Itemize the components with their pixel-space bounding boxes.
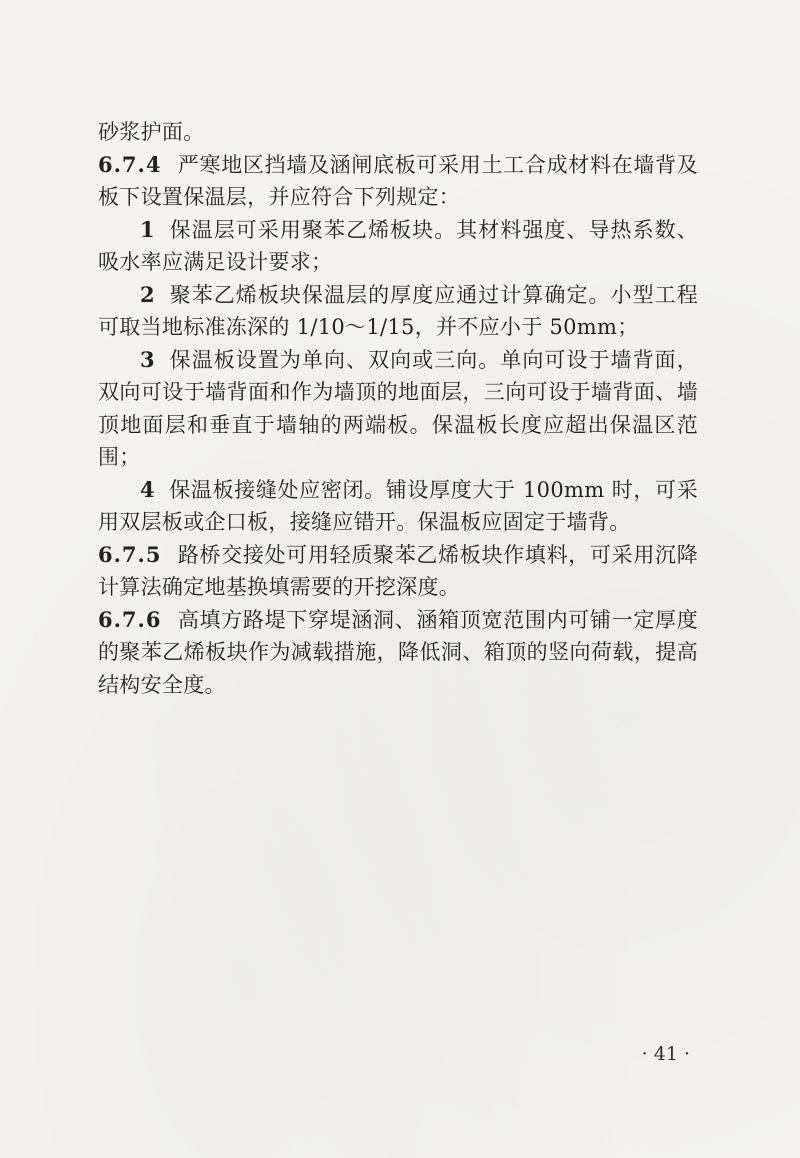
item-number: 4 [140,476,155,502]
item-number: 2 [140,281,155,307]
paragraph-text: 砂浆护面。 [98,120,205,144]
item-text: 保温板设置为单向、双向或三向。单向可设于墙背面，双向可设于墙背面和作为墙顶的地面层，三向可设于墙背面、墙顶地面层和垂直于墙轴的两端板。保温板长度应超出保温区范围； [98,347,698,469]
item-text: 聚苯乙烯板块保温层的厚度应通过计算确定。小型工程可取当地标准冻深的 1/10～1/15，并不应小于 50mm； [98,282,698,339]
item-text: 保温层可采用聚苯乙烯板块。其材料强度、导热系数、吸水率应满足设计要求； [98,217,698,274]
item-2 [98,279,698,344]
clause-6-7-6 [98,604,698,702]
item-3 [98,344,698,474]
item-1 [98,214,698,279]
body-text [98,116,698,701]
clause-text: 高填方路堤下穿堤涵洞、涵箱顶宽范围内可铺一定厚度的聚苯乙烯板块作为减载措施，降低洞、箱顶的竖向荷载，提高结构安全度。 [98,607,698,697]
item-4 [98,474,698,539]
item-number: 1 [140,216,155,242]
page-number: · 41 · [641,1043,690,1065]
clause-text: 严寒地区挡墙及涵闸底板可采用土工合成材料在墙背及板下设置保温层，并应符合下列规定： [98,152,698,209]
clause-number: 6.7.5 [98,541,162,567]
clause-number: 6.7.4 [98,151,162,177]
clause-6-7-5 [98,539,698,604]
item-number: 3 [140,346,155,372]
clause-number: 6.7.6 [98,606,162,632]
clause-text: 路桥交接处可用轻质聚苯乙烯板块作填料，可采用沉降计算法确定地基换填需要的开挖深度。 [98,542,698,599]
paragraph-continuation [98,116,698,149]
clause-6-7-4 [98,149,698,214]
item-text: 保温板接缝处应密闭。铺设厚度大于 100mm 时，可采用双层板或企口板，接缝应错开。保温板应固定于墙背。 [98,477,698,534]
